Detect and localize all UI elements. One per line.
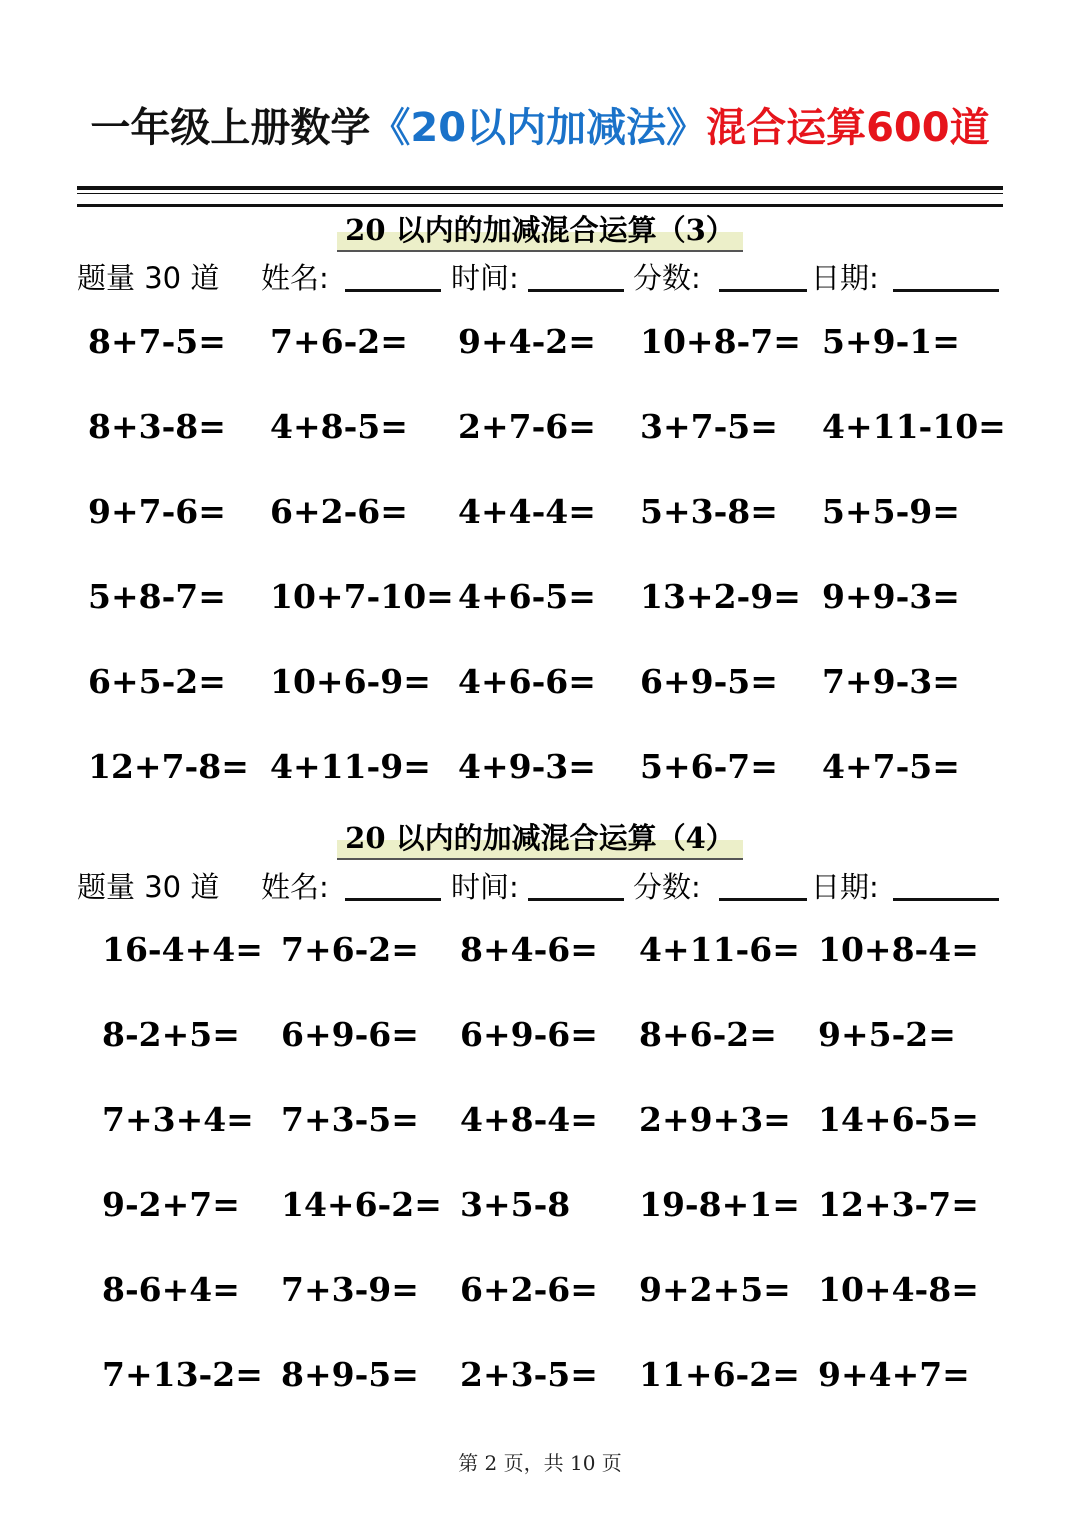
name-label: 姓名: [261,261,329,295]
score-label: 分数: [633,261,701,295]
math-problem: 10+7-10= [270,577,454,616]
name-label: 姓名: [261,870,329,904]
math-problem: 11+6-2= [639,1355,800,1394]
math-problem: 7+3+4= [102,1100,254,1139]
math-problem: 8+3-8= [88,407,226,446]
math-problem: 4+6-5= [458,577,596,616]
math-problem: 6+9-6= [460,1015,598,1054]
title-grade: 一年级上册数学 [90,105,371,151]
math-problem: 9+4-2= [458,322,596,361]
math-problem: 5+9-1= [822,322,960,361]
math-problem: 3+5-8 [460,1185,571,1224]
math-problem: 10+4-8= [818,1270,979,1309]
math-problem: 7+9-3= [822,662,960,701]
score-blank[interactable] [719,289,807,292]
question-count-label: 题量 30 道 [77,870,220,904]
math-problem: 7+3-9= [281,1270,419,1309]
date-blank[interactable] [893,898,999,901]
math-problem: 4+11-6= [639,930,800,969]
math-problem: 4+8-4= [460,1100,598,1139]
math-problem: 6+9-5= [640,662,778,701]
math-problem: 7+3-5= [281,1100,419,1139]
section-heading-text: 20 以内的加减混合运算（4） [337,818,743,860]
math-problem: 5+5-9= [822,492,960,531]
time-blank[interactable] [528,289,624,292]
math-problem: 8-6+4= [102,1270,240,1309]
math-problem: 8+4-6= [460,930,598,969]
time-label: 时间: [451,261,519,295]
math-problem: 16-4+4= [102,930,263,969]
score-blank[interactable] [719,898,807,901]
time-label: 时间: [451,870,519,904]
math-problem: 9+9-3= [822,577,960,616]
question-count-label: 题量 30 道 [77,261,220,295]
date-label: 日期: [811,870,879,904]
math-problem: 6+2-6= [270,492,408,531]
title-divider [77,186,1003,207]
name-blank[interactable] [345,898,441,901]
math-problem: 4+8-5= [270,407,408,446]
math-problem: 2+9+3= [639,1100,791,1139]
math-problem: 2+3-5= [460,1355,598,1394]
math-problem: 10+8-7= [640,322,801,361]
math-problem: 8+7-5= [88,322,226,361]
math-problem: 4+7-5= [822,747,960,786]
math-problem: 5+8-7= [88,577,226,616]
math-problem: 3+7-5= [640,407,778,446]
math-problem: 5+3-8= [640,492,778,531]
math-problem: 9+7-6= [88,492,226,531]
math-problem: 4+4-4= [458,492,596,531]
math-problem: 14+6-5= [818,1100,979,1139]
math-problem: 2+7-6= [458,407,596,446]
math-problem: 5+6-7= [640,747,778,786]
date-label: 日期: [811,261,879,295]
math-problem: 10+6-9= [270,662,431,701]
math-problem: 9+5-2= [818,1015,956,1054]
math-problem: 8+9-5= [281,1355,419,1394]
math-problem: 12+7-8= [88,747,249,786]
math-problem: 13+2-9= [640,577,801,616]
math-problem: 8-2+5= [102,1015,240,1054]
title-count: 混合运算600道 [706,105,990,151]
math-problem: 19-8+1= [639,1185,800,1224]
math-problem: 10+8-4= [818,930,979,969]
math-problem: 6+2-6= [460,1270,598,1309]
section-heading-text: 20 以内的加减混合运算（3） [337,210,743,252]
section-heading [0,210,1080,252]
student-info-row [77,865,1003,909]
math-problem: 9+2+5= [639,1270,791,1309]
name-blank[interactable] [345,289,441,292]
math-problem: 12+3-7= [818,1185,979,1224]
math-problem: 14+6-2= [281,1185,442,1224]
math-problem: 4+9-3= [458,747,596,786]
section-heading [0,818,1080,860]
title-topic: 《20以内加减法》 [370,105,707,151]
math-problem: 7+13-2= [102,1355,263,1394]
math-problem: 7+6-2= [281,930,419,969]
math-problem: 9-2+7= [102,1185,240,1224]
student-info-row [77,256,1003,300]
date-blank[interactable] [893,289,999,292]
time-blank[interactable] [528,898,624,901]
page-footer: 第 2 页，共 10 页 [458,1451,622,1475]
score-label: 分数: [633,870,701,904]
math-problem: 7+6-2= [270,322,408,361]
math-problem: 4+11-9= [270,747,431,786]
math-problem: 4+6-6= [458,662,596,701]
math-problem: 6+5-2= [88,662,226,701]
math-problem: 8+6-2= [639,1015,777,1054]
math-problem: 9+4+7= [818,1355,970,1394]
page-title [0,98,1080,158]
math-problem: 4+11-10= [822,407,1006,446]
math-problem: 6+9-6= [281,1015,419,1054]
